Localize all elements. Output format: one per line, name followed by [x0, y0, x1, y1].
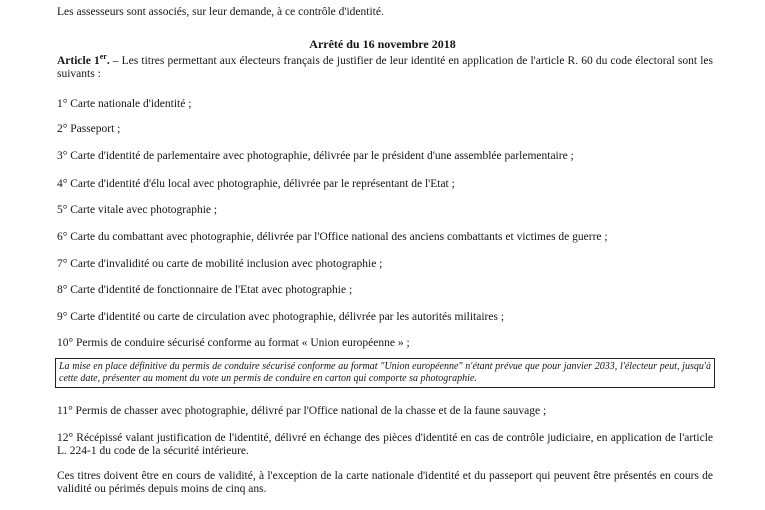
article-label-superscript: er [99, 52, 107, 62]
list-item-4: 4° Carte d'identité d'élu local avec photographie, délivrée par le représentant de l'Etat ; [57, 178, 455, 190]
article-text: – Les titres permettant aux électeurs français de justifier de leur identité en application de l'article R. 60 du code électoral sont les suivants : [57, 55, 713, 80]
list-item-5: 5° Carte vitale avec photographie ; [57, 204, 218, 216]
decree-title: Arrêté du 16 novembre 2018 [309, 37, 456, 51]
list-item-11: 11° Permis de chasser avec photographie, délivré par l'Office national de la chasse et de la faune sauvage ; [57, 405, 547, 417]
list-item-9: 9° Carte d'identité ou carte de circulation avec photographie, délivrée par les autorités militaires ; [57, 311, 505, 323]
list-item-1: 1° Carte nationale d'identité ; [57, 98, 192, 110]
list-item-12: 12° Récépissé valant justification de l'identité, délivré en échange des pièces d'identité en cas de contrôle judiciaire, en application de l'article L. 224-1 du code de la sécurité intérieure. [57, 432, 713, 457]
list-item-10: 10° Permis de conduire sécurisé conforme au format « Union européenne » ; [57, 337, 410, 349]
article-label-suffix: . [106, 55, 110, 67]
article-label-main: Article 1 [57, 55, 100, 67]
driving-licence-note-box: La mise en place définitive du permis de conduire sécurisé conforme au format "Union européenne" n'étant prévue que pour janvier 2033, l'électeur peut, jusqu'à cette date, présenter au moment du vote un permis de conduire en carton qui comporte sa photographie. [55, 358, 715, 388]
intro-paragraph: Les assesseurs sont associés, sur leur demande, à ce contrôle d'identité. [57, 6, 384, 18]
list-item-8: 8° Carte d'identité de fonctionnaire de l'Etat avec photographie ; [57, 284, 353, 296]
list-item-6: 6° Carte du combattant avec photographie, délivrée par l'Office national des anciens combattants et victimes de guerre ; [57, 231, 608, 243]
list-item-3: 3° Carte d'identité de parlementaire avec photographie, délivrée par le président d'une assemblée parlementaire ; [57, 150, 574, 162]
list-item-7: 7° Carte d'invalidité ou carte de mobilité inclusion avec photographie ; [57, 258, 383, 270]
article-1-paragraph [57, 52, 713, 81]
closing-paragraph: Ces titres doivent être en cours de validité, à l'exception de la carte nationale d'identité et du passeport qui peuvent être présentés en cours de validité ou périmés depuis moins de cinq ans. [57, 470, 713, 495]
article-label [57, 52, 110, 67]
list-item-2: 2° Passeport ; [57, 123, 121, 135]
